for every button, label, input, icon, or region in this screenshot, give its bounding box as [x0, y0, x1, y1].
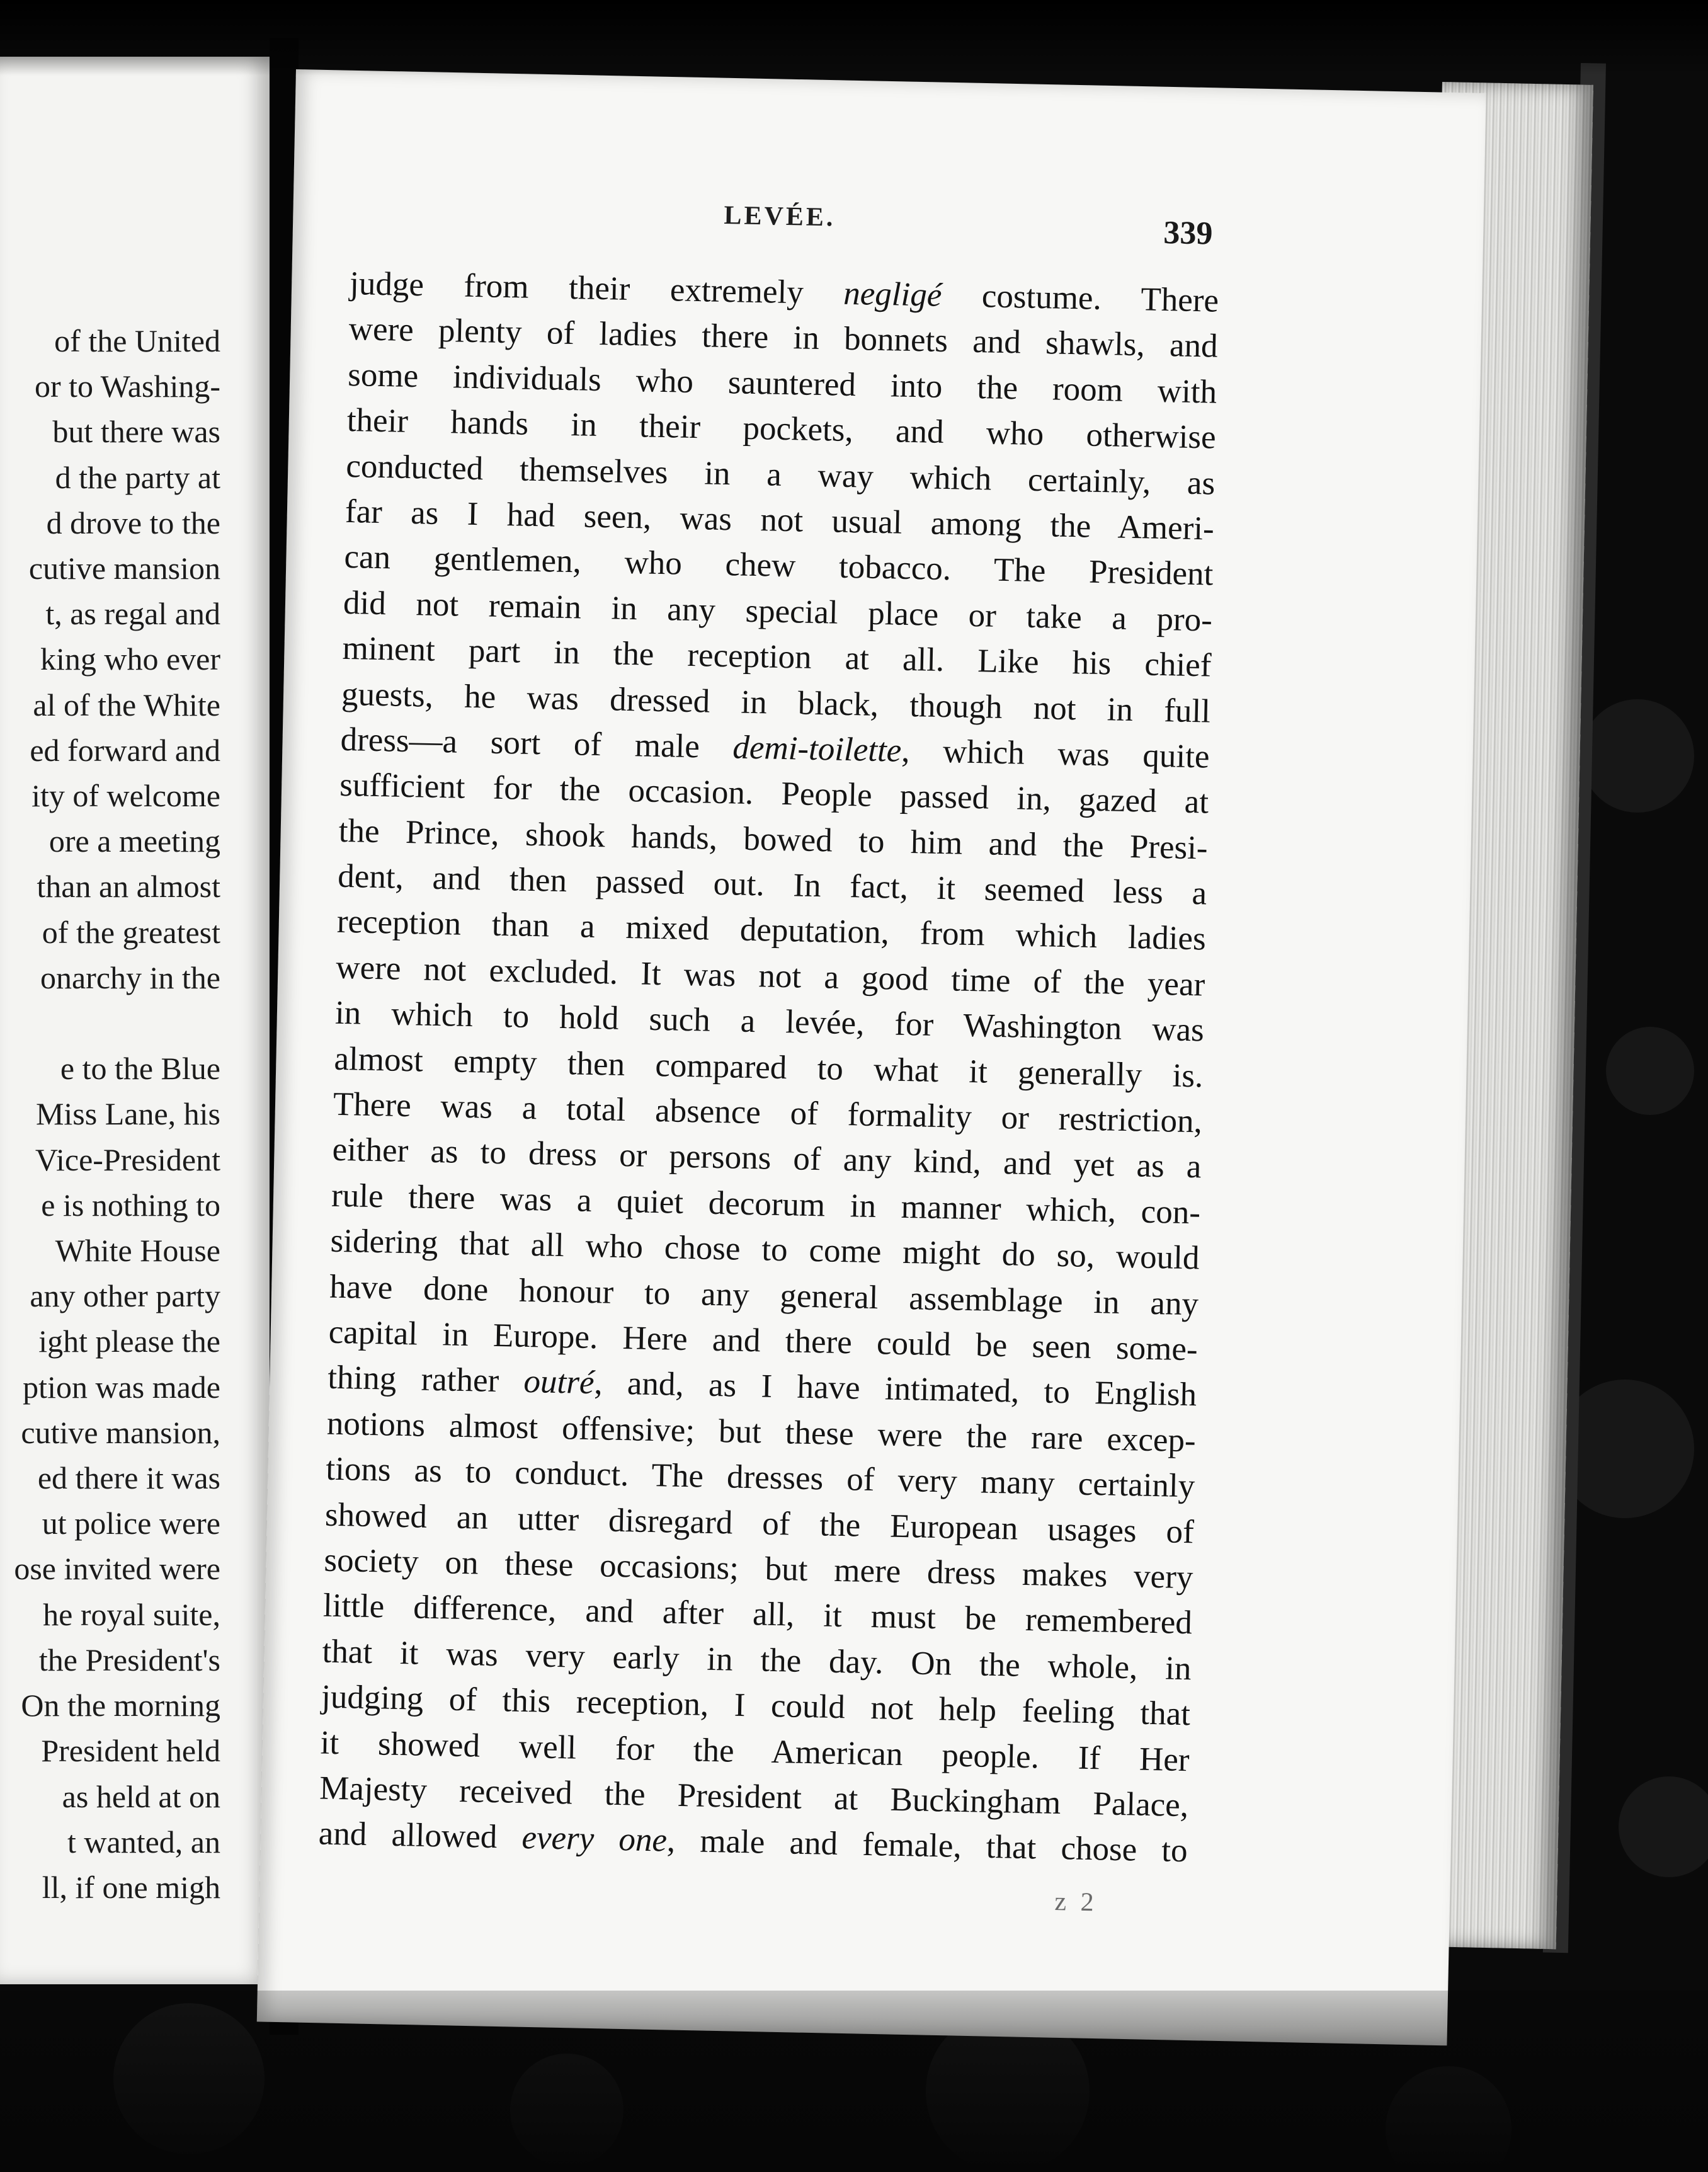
- scan-fade-top: [0, 0, 1708, 76]
- body-line: almost empty then compared to what it generally is.: [333, 1040, 1204, 1095]
- body-line: little difference, and after all, it must be remembered: [322, 1587, 1193, 1642]
- left-page-line: Vice-President: [35, 1141, 220, 1177]
- left-page-line: ll, if one migh: [42, 1869, 220, 1905]
- body-line: reception than a mixed deputation, from which ladies: [336, 903, 1207, 957]
- body-line: society on these occasions; but mere dress makes very: [324, 1541, 1193, 1596]
- body-line: far as I had seen, was not usual among the Ameri-: [344, 493, 1215, 547]
- left-page-line: onarchy in the: [40, 959, 220, 995]
- left-page-text: [0, 318, 220, 1910]
- left-page-line: ed there it was: [37, 1460, 220, 1496]
- body-line: either as to dress or persons of any kind, and yet as a: [332, 1131, 1202, 1186]
- body-line: their hands in their pockets, and who otherwise: [346, 402, 1217, 456]
- body-line: thing rather outré, and, as I have intimated, to English: [327, 1359, 1197, 1414]
- body-line: guests, he was dressed in black, though not in full: [341, 675, 1211, 730]
- body-line: have done honour to any general assemblage in any: [329, 1268, 1199, 1322]
- body-line: capital in Europe. Here and there could be seen some-: [328, 1313, 1198, 1368]
- body-line: dent, and then passed out. In fact, it seemed less a: [337, 857, 1207, 912]
- left-page-line: cutive mansion,: [21, 1414, 220, 1450]
- left-page-line: [0, 1000, 220, 1046]
- left-page-line: ore a meeting: [48, 823, 220, 859]
- body-line: judge from their extremely negligé costume. There: [349, 265, 1219, 319]
- body-line: conducted themselves in a way which certainly, as: [345, 447, 1216, 502]
- body-line: sidering that all who chose to come might do so, would: [330, 1222, 1200, 1277]
- left-page-line: as held at on: [62, 1778, 220, 1814]
- left-page-line: Miss Lane, his: [35, 1096, 220, 1132]
- body-line: were plenty of ladies there in bonnets and shawls, and: [348, 311, 1219, 365]
- left-page-line: or to Washing-: [34, 369, 220, 404]
- left-page-line: cutive mansion: [28, 551, 220, 586]
- body-line: were not excluded. It was not a good time of the year: [335, 949, 1205, 1003]
- left-page-line: ed forward and: [30, 732, 220, 768]
- left-page-line: the President's: [38, 1642, 220, 1678]
- page-number: 339: [1163, 214, 1213, 252]
- running-head: LEVÉE.: [724, 200, 836, 232]
- body-line: judging of this reception, I could not help feeling that: [321, 1678, 1191, 1733]
- left-page-line: ut police were: [42, 1506, 220, 1541]
- body-line: can gentlemen, who chew tobacco. The President: [343, 539, 1214, 593]
- body-line: notions almost offensive; but these were the rare excep-: [326, 1405, 1197, 1460]
- left-page-line: of the greatest: [42, 914, 220, 950]
- body-line: showed an utter disregard of the European usages of: [324, 1496, 1195, 1550]
- left-page-line: any other party: [30, 1278, 220, 1314]
- body-line: rule there was a quiet decorum in manner which, con-: [331, 1177, 1201, 1232]
- body-line: it showed well for the American people. If Her: [320, 1724, 1190, 1778]
- left-page-line: e to the Blue: [60, 1051, 220, 1087]
- body-line: in which to hold such a levée, for Washington was: [334, 995, 1205, 1049]
- body-line: and allowed every one, male and female, that chose to: [318, 1815, 1188, 1870]
- left-page-line: President held: [41, 1733, 220, 1769]
- left-page-line: he royal suite,: [43, 1596, 220, 1632]
- left-page-line: d drove to the: [46, 505, 220, 540]
- body-line: Majesty received the President at Buckingham Palace,: [319, 1769, 1189, 1824]
- left-page-line: ption was made: [23, 1369, 220, 1405]
- scan-fade-bottom: [0, 1991, 1708, 2172]
- left-page-line: than an almost: [37, 869, 220, 905]
- body-line: sufficient for the occasion. People passed in, gazed at: [339, 767, 1209, 821]
- left-page-line: king who ever: [40, 641, 220, 677]
- signature-mark: z 2: [1054, 1887, 1098, 1918]
- left-page-line: White House: [55, 1233, 220, 1269]
- left-page-line: ity of welcome: [31, 778, 220, 814]
- body-line: some individuals who sauntered into the room with: [347, 356, 1217, 411]
- left-facing-page: [0, 57, 270, 1984]
- body-line: minent part in the reception at all. Like his chief: [342, 630, 1212, 684]
- left-page-line: e is nothing to: [41, 1187, 220, 1223]
- left-page-line: of the United: [54, 323, 220, 358]
- left-page-line: On the morning: [21, 1688, 220, 1723]
- body-line: did not remain in any special place or take a pro-: [343, 584, 1213, 639]
- body-text: [318, 261, 1219, 1874]
- body-line: that it was very early in the day. On the whole, in: [322, 1633, 1192, 1687]
- left-page-line: but there was: [52, 414, 220, 450]
- body-line: tions as to conduct. The dresses of very many certainly: [325, 1450, 1195, 1505]
- left-page-line: al of the White: [33, 687, 220, 723]
- body-line: There was a total absence of formality or restriction,: [333, 1085, 1203, 1140]
- left-page-line: ight please the: [38, 1323, 220, 1359]
- left-page-line: t, as regal and: [45, 596, 220, 632]
- body-line: the Prince, shook hands, bowed to him and the Presi-: [338, 812, 1209, 867]
- left-page-line: t wanted, an: [67, 1824, 220, 1860]
- body-line: dress—a sort of male demi-toilette, which was quite: [340, 721, 1210, 775]
- left-page-line: d the party at: [55, 459, 220, 495]
- left-page-line: ose invited were: [14, 1551, 220, 1587]
